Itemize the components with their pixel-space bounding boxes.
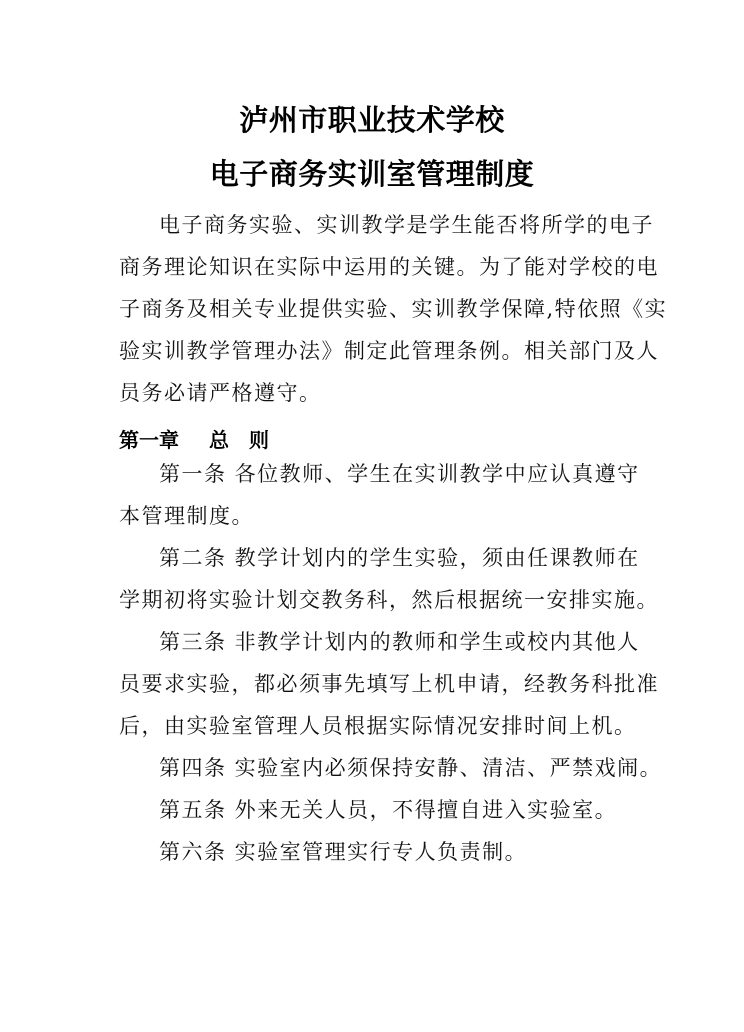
- document-title-regulation: 电子商务实训室管理制度: [209, 157, 535, 191]
- article-2-line: 第二条 教学计划内的学生实验，须由任课教师在: [159, 546, 640, 570]
- intro-line: 子商务及相关专业提供实验、实训教学保障,特依照《实: [119, 297, 668, 321]
- article-3-line: 员要求实验，都必须事先填写上机申请，经教务科批准: [119, 672, 659, 696]
- intro-line: 电子商务实验、实训教学是学生能否将所学的电子: [159, 213, 654, 237]
- article-1-line: 第一条 各位教师、学生在实训教学中应认真遵守: [159, 462, 640, 486]
- article-3-line: 后，由实验室管理人员根据实际情况安排时间上机。: [119, 714, 637, 738]
- intro-line: 验实训教学管理办法》制定此管理条例。相关部门及人: [119, 339, 659, 363]
- intro-line: 员务必请严格遵守。: [119, 381, 322, 405]
- article-2-line: 学期初将实验计划交教务科，然后根据统一安排实施。: [119, 588, 659, 612]
- chapter-name: 总 则: [209, 428, 269, 452]
- article-6-line: 第六条 实验室管理实行专人负责制。: [159, 840, 528, 864]
- chapter-number: 第一章: [119, 428, 179, 452]
- document-title-school: 泸州市职业技术学校: [239, 103, 505, 137]
- intro-line: 商务理论知识在实际中运用的关键。为了能对学校的电: [119, 255, 659, 279]
- chapter-heading: [119, 425, 269, 455]
- article-4-line: 第四条 实验室内必须保持安静、清洁、严禁戏闹。: [159, 756, 663, 780]
- article-1-line: 本管理制度。: [119, 504, 254, 528]
- article-5-line: 第五条 外来无关人员，不得擅自进入实验室。: [159, 798, 618, 822]
- article-3-line: 第三条 非教学计划内的教师和学生或校内其他人: [159, 630, 640, 654]
